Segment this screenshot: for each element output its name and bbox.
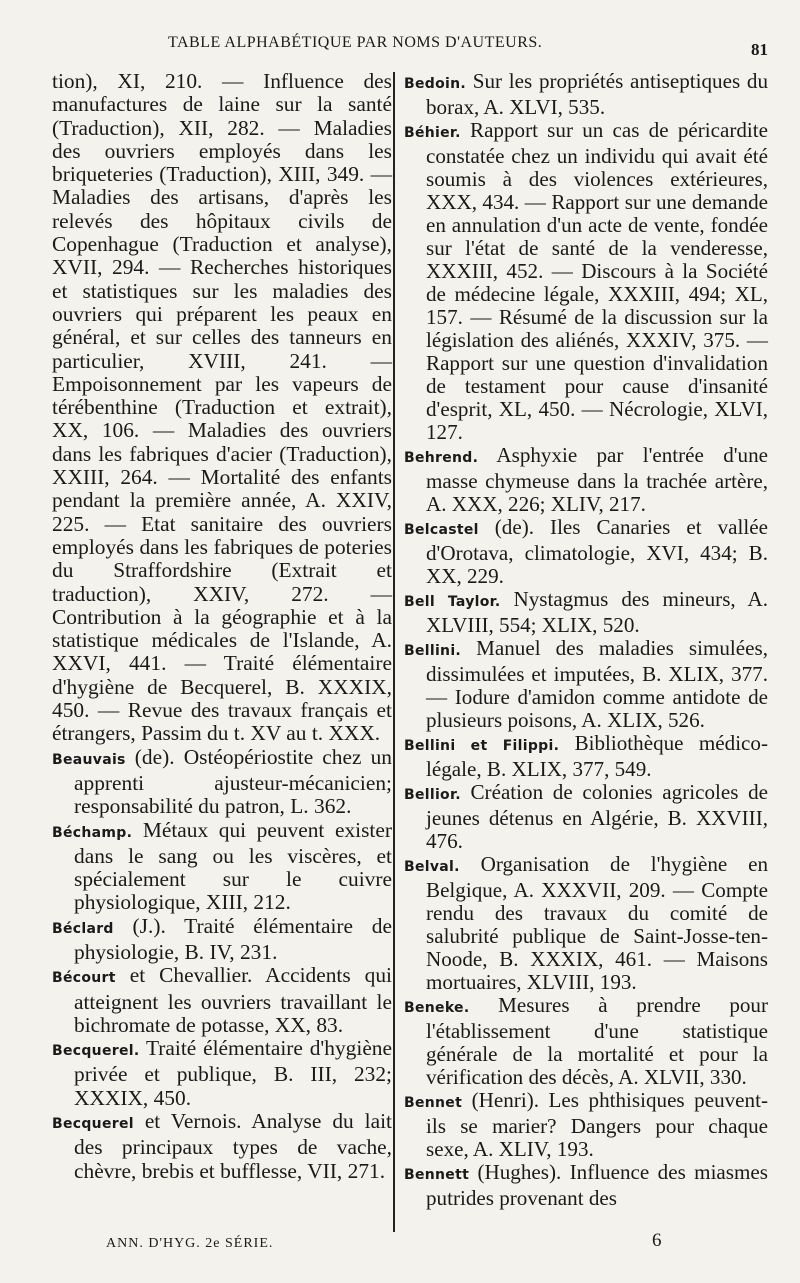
index-entry	[404, 119, 768, 444]
gathering-number: 6	[652, 1230, 662, 1251]
entry-text: et Vernois. Analyse du lait des principaux types de vache, chèvre, brebis et bufflesse, VII, 271.	[74, 1109, 392, 1183]
index-entry	[404, 637, 768, 732]
index-entry	[404, 444, 768, 516]
index-entry	[52, 1037, 392, 1110]
entry-text: Sur les propriétés antiseptiques du borax, A. XLVI, 535.	[426, 69, 769, 119]
author-name: Béchamp.	[52, 824, 133, 841]
running-title: TABLE ALPHABÉTIQUE PAR NOMS D'AUTEURS.	[168, 34, 543, 51]
author-name: Bennet	[404, 1095, 463, 1111]
page-number: 81	[751, 40, 768, 59]
left-column	[52, 70, 392, 1183]
entry-text: et Chevallier. Accidents qui atteignent les ouvriers travaillant le bichromate de potasse, XX, 83.	[74, 963, 392, 1037]
author-name: Bellini.	[404, 643, 462, 659]
author-name: Becquerel.	[52, 1043, 140, 1060]
index-entry	[404, 781, 768, 853]
index-entry	[52, 1110, 392, 1183]
index-entry	[404, 516, 768, 588]
author-name: Bellini et Filippi.	[404, 738, 560, 754]
entry-text: Manuel des maladies simulées, dissimulées et imputées, B. XLIX, 377. — Iodure d'amidon comme antidote de plusieurs poisons, A. XLIX, 526.	[426, 636, 769, 732]
index-entry	[52, 964, 392, 1037]
author-name: Bell Taylor.	[404, 594, 501, 610]
entry-text: Métaux qui peuvent exister dans le sang ou les viscères, et spécialement sur le cuivre physiologique, XIII, 212.	[74, 817, 392, 915]
index-entry	[404, 70, 768, 119]
entry-text: (Henri). Les phthisiques peuvent-ils se marier? Dangers pour chaque sexe, A. XLIV, 193.	[426, 1088, 768, 1161]
author-name: Becquerel	[52, 1116, 134, 1133]
author-name: Beneke.	[404, 1000, 470, 1016]
index-entry	[52, 915, 392, 965]
entry-text: (de). Ostéopériostite chez un apprenti ajusteur-mécanicien; responsabilité du patron, L. 362.	[74, 744, 392, 819]
entry-text: Bibliothèque médico-légale, B. XLIX, 377, 549.	[426, 731, 768, 781]
index-entry	[52, 70, 392, 746]
author-name: Béhier.	[404, 125, 461, 141]
entry-text: Mesures à prendre pour l'établissement d'une statistique générale de la mortalité et pour la vérification des décès, A. XLVII, 330.	[426, 993, 768, 1089]
entry-text: tion), XI, 210. — Influence des manufactures de laine sur la santé (Traduction), XII, 282. — Maladies des ouvriers employés dans les briqueteries (Traduction), XIII, 349. — Maladies des artisans, d'après les relevés des hôpitaux civils de Copenhague (Traduction et analyse), XVII, 294. — Recherches historiques et statistiques sur les maladies des ouvriers qui préparent les peaux en général, et sur celles des tanneurs en particulier, XVIII, 241. — Empoisonnement par les vapeurs de térébenthine (Traduction et extrait), XX, 106. — Maladies des ouvriers dans les fabriques d'acier (Traduction), XXIII, 264. — Mortalité des enfants pendant la première année, A. XXIV, 225. — Etat sanitaire des ouvriers employés dans les fabriques de poteries du Straffordshire (Extrait et traduction), XXIV, 272. — Contribution à la géographie et à la statistique médicales de l'Islande, A. XXVI, 441. — Traité élémentaire d'hygiène de Becquerel, B. XXXIX, 450. — Revue des travaux français et étrangers, Passim du t. XV au t. XXX.	[52, 69, 392, 746]
entry-text: Rapport sur un cas de péricardite constatée chez un individu qui avait été soumis à des violences extérieures, XXX, 434. — Rapport sur une demande en annulation d'un acte de vente, fondée sur l'état de santé de la venderesse, XXXIII, 452. — Discours à la Société de médecine légale, XXXIII, 494; XL, 157. — Résumé de la discussion sur la législation des aliénés, XXXIV, 375. — Rapport sur une question d'invalidation de testament pour cause d'insanité d'esprit, XL, 450. — Nécrologie, XLVI, 127.	[426, 118, 768, 444]
column-divider	[393, 72, 395, 1232]
page-footer	[0, 1228, 800, 1258]
index-entry	[404, 1161, 768, 1210]
entry-text: Traité élémentaire d'hygiène privée et publique, B. III, 232; XXXIX, 450.	[74, 1036, 392, 1110]
index-entry	[52, 746, 392, 819]
index-entry	[404, 732, 768, 781]
author-name: Bellior.	[404, 787, 461, 803]
entry-text: (J.). Traité élémentaire de physiologie, B. IV, 231.	[74, 913, 392, 964]
entry-text: Création de colonies agricoles de jeunes détenus en Algérie, B. XXVIII, 476.	[426, 780, 768, 853]
index-entry	[52, 819, 392, 915]
index-entry	[404, 1089, 768, 1161]
index-entry	[404, 994, 768, 1089]
author-name: Bedoin.	[404, 76, 466, 92]
author-name: Beauvais	[52, 751, 126, 768]
entry-text: Organisation de l'hygiène en Belgique, A. XXXVII, 209. — Compte rendu des travaux du comité de salubrité publique de Saint-Josse-ten-Noode, B. XXXIX, 461. — Maisons mortuaires, XLVIII, 193.	[426, 852, 768, 994]
author-name: Belval.	[404, 859, 460, 875]
entry-text: Asphyxie par l'entrée d'une masse chymeuse dans la trachée artère, A. XXX, 226; XLIV, 217.	[426, 443, 769, 516]
author-name: Bécourt	[52, 970, 116, 987]
page-header	[0, 30, 800, 64]
author-name: Behrend.	[404, 450, 479, 466]
author-name: Belcastel	[404, 522, 479, 538]
index-entry	[404, 588, 768, 637]
author-name: Béclard	[52, 920, 114, 937]
entry-text: Nystagmus des mineurs, A. XLVIII, 554; XLIX, 520.	[426, 587, 769, 637]
right-column	[404, 70, 768, 1210]
signature-mark: ANN. D'HYG. 2e SÉRIE.	[106, 1236, 274, 1251]
index-entry	[404, 853, 768, 994]
entry-text: (de). Iles Canaries et vallée d'Orotava, climatologie, XVI, 434; B. XX, 229.	[426, 515, 768, 588]
entry-text: (Hughes). Influence des miasmes putrides provenant des	[426, 1160, 768, 1210]
author-name: Bennett	[404, 1167, 470, 1183]
